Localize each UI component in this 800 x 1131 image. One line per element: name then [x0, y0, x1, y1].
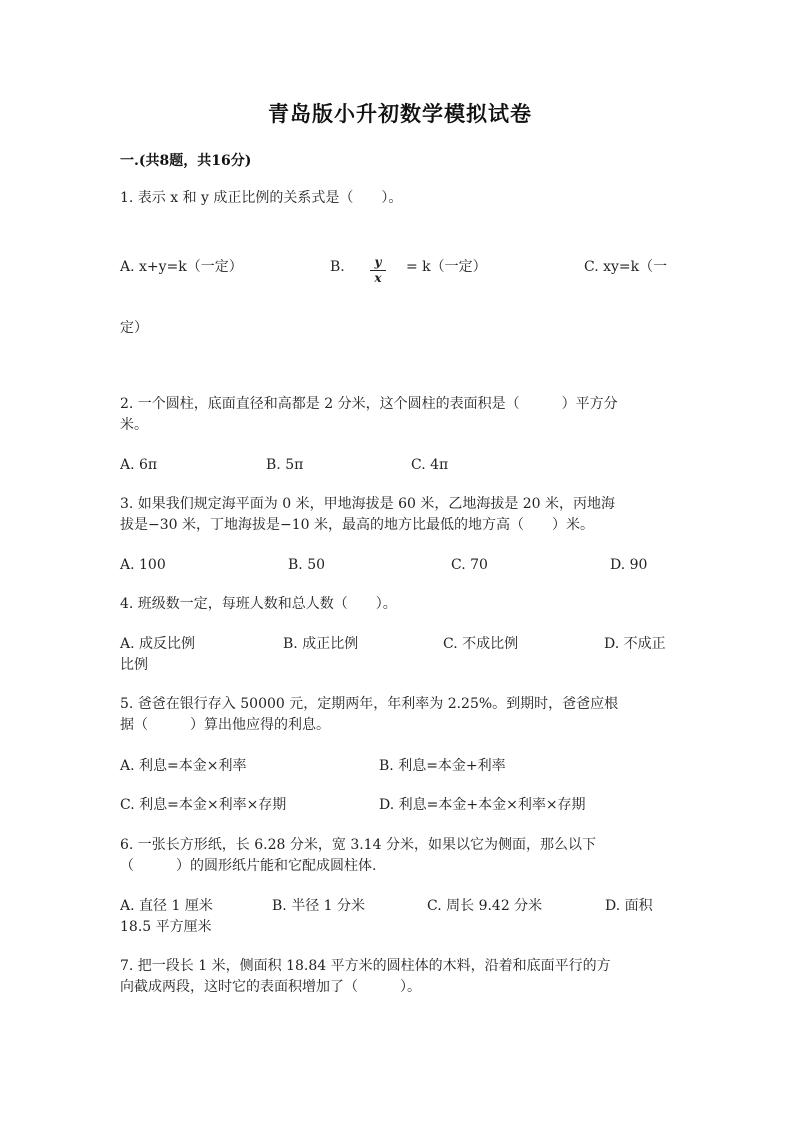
- question-2-stem-line-1: 2. 一个圆柱，底面直径和高都是 2 分米，这个圆柱的表面积是（ ）平方分: [120, 396, 618, 412]
- question-1-option-c-continued: 定）: [120, 320, 148, 336]
- fraction-numerator: y: [374, 255, 382, 269]
- question-6-option-c: C. 周长 9.42 分米: [427, 898, 543, 914]
- question-4-stem: 4. 班级数一定，每班人数和总人数（ ）。: [120, 596, 397, 612]
- question-6-option-d-continued: 18.5 平方厘米: [120, 919, 212, 935]
- question-2-option-b: B. 5π: [266, 457, 304, 473]
- section-heading: 一.(共8题，共16分): [120, 153, 252, 169]
- question-7-stem: [120, 956, 680, 998]
- question-3-option-c: C. 70: [451, 557, 488, 573]
- question-7-stem-line-2: 向截成两段，这时它的表面积增加了（ ）。: [120, 979, 421, 995]
- question-5-option-c: C. 利息=本金×利率×存期: [120, 797, 287, 813]
- question-3-option-a: A. 100: [120, 557, 166, 573]
- question-7-stem-line-1: 7. 把一段长 1 米，侧面积 18.84 平方米的圆柱体的木料，沿着和底面平行的方: [120, 958, 611, 974]
- question-3-option-b: B. 50: [288, 557, 326, 573]
- question-2-option-c: C. 4π: [411, 457, 449, 473]
- question-6-option-a: A. 直径 1 厘米: [120, 898, 213, 914]
- page-title: 青岛版小升初数学模拟试卷: [268, 101, 532, 126]
- question-4-option-a: A. 成反比例: [120, 636, 196, 652]
- question-2-option-a: A. 6π: [120, 457, 158, 473]
- question-3-option-d: D. 90: [610, 557, 648, 573]
- question-1-option-b-rest: = k（一定）: [406, 259, 487, 275]
- question-1-option-b-label: B.: [330, 259, 345, 275]
- question-6-option-b: B. 半径 1 分米: [272, 898, 365, 914]
- question-1-stem: 1. 表示 x 和 y 成正比例的关系式是（ ）。: [120, 190, 403, 206]
- question-1-option-c: C. xy=k（一: [584, 259, 668, 275]
- question-6-stem-line-2: （ ）的圆形纸片能和它配成圆柱体.: [120, 858, 377, 874]
- question-6-option-d: D. 面积: [605, 898, 653, 914]
- question-2-stem: [120, 394, 680, 436]
- question-3-stem: [120, 494, 680, 536]
- question-4-option-d-continued: 比例: [120, 657, 148, 673]
- fraction-denominator: x: [374, 271, 382, 285]
- question-5-stem: [120, 694, 680, 736]
- question-5-option-d: D. 利息=本金+本金×利率×存期: [379, 797, 586, 813]
- question-5-stem-line-1: 5. 爸爸在银行存入 50000 元，定期两年，年利率为 2.25%。到期时，爸爸应根: [120, 696, 619, 712]
- question-3-stem-line-1: 3. 如果我们规定海平面为 0 米，甲地海拔是 60 米，乙地海拔是 20 米，丙地海: [120, 496, 616, 512]
- question-4-option-d: D. 不成正: [604, 636, 666, 652]
- question-6-stem-line-1: 6. 一张长方形纸，长 6.28 分米，宽 3.14 分米，如果以它为侧面，那么以下: [120, 837, 596, 853]
- question-4-option-c: C. 不成比例: [443, 636, 519, 652]
- question-5-stem-line-2: 据（ ）算出他应得的利息。: [120, 717, 330, 733]
- question-1-option-b-fraction: [370, 256, 386, 285]
- question-5-option-a: A. 利息=本金×利率: [120, 758, 247, 774]
- question-5-option-b: B. 利息=本金+利率: [379, 758, 506, 774]
- question-6-stem: [120, 835, 680, 877]
- question-4-option-b: B. 成正比例: [283, 636, 359, 652]
- question-3-stem-line-2: 拔是−30 米，丁地海拔是−10 米，最高的地方比最低的地方高（ ）米。: [120, 517, 594, 533]
- question-1-option-a: A. x+y=k（一定）: [120, 259, 243, 275]
- question-2-stem-line-2: 米。: [120, 417, 148, 433]
